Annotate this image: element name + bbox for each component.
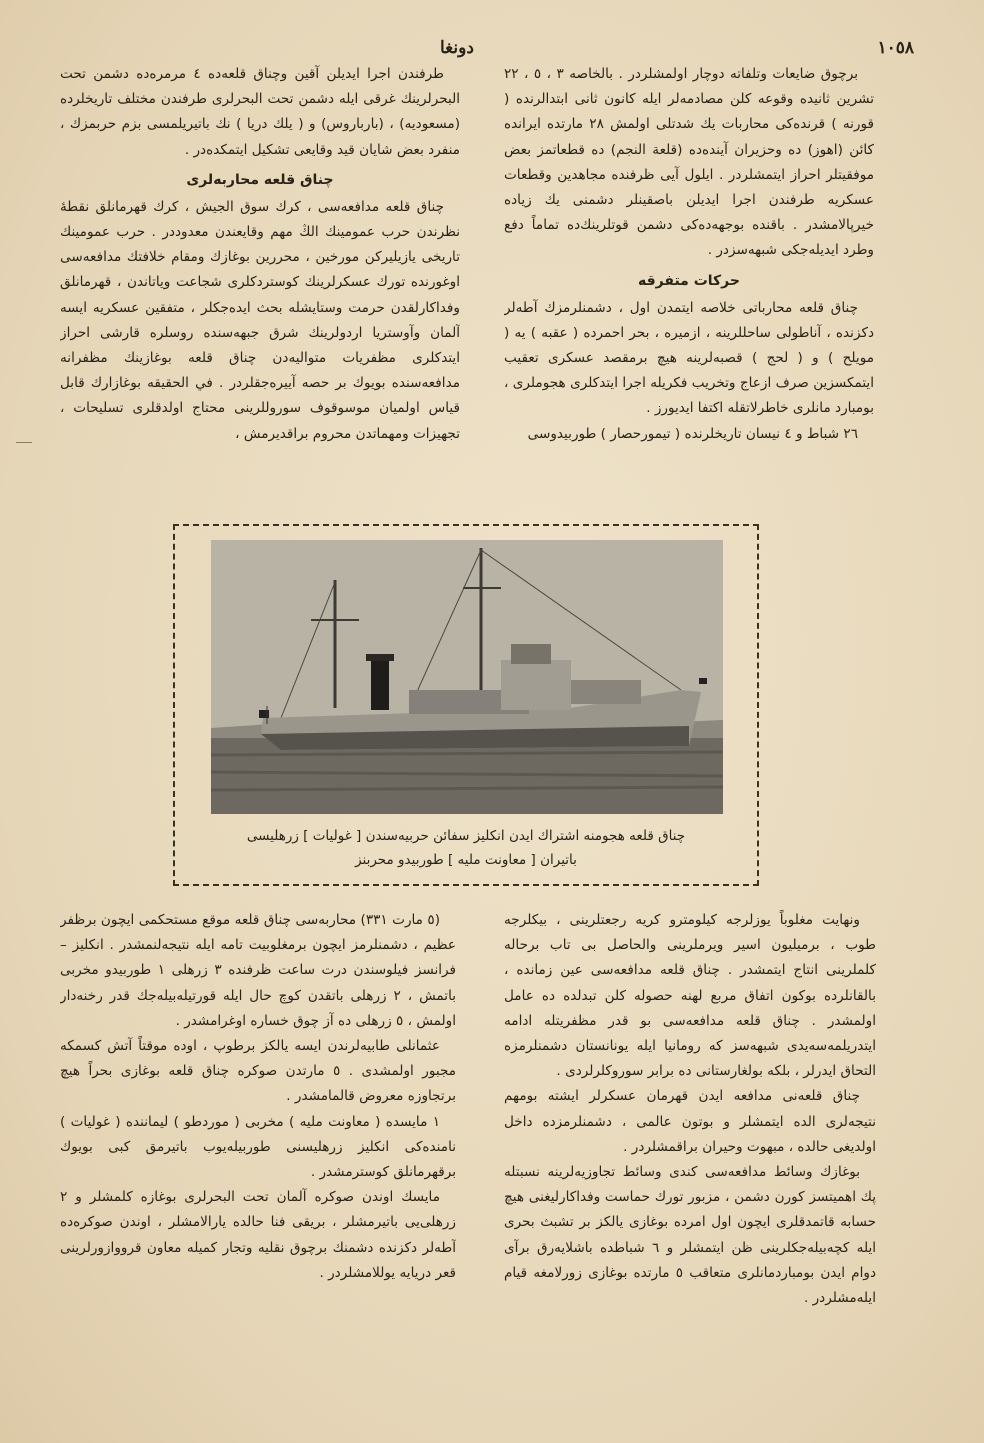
column-left-top [60, 62, 460, 502]
page-header [60, 38, 924, 62]
paragraph: برچوق ضایعات وتلفاته دوچار اولمشلردر . بالخاصه ۳ ، ٥ ، ٢٢ تشرین ثانیده وقوعه کلن مصادمه‌لر ایله کانون ثانی ابتدالرنده ( قورنه ) قرنده‌کی محاربات یك شدتلی اولمش ٢٨ مارتده ایرانده کائن (اهوز) ده وحزیران آینده‌ده (قلعة النجم) ده قطعاتمز بعض موفقیتلر احراز ایتمشلردر . ایلول آیی ظرفنده مجاهدین وقطعات عسکریه طرفندن اجرا ایدیلن باصقینلر دشمنی یك زیاده خیرپالامشدر . باقنده بوجهه‌ده‌کی دشمن قوتلرینك‌ده تماماً دفع وطرد ایدیله‌جکی شبهه‌سزدر . [504, 66, 874, 259]
paragraph: چناق قلعه‌نی مدافعه ایدن قهرمان عسکرلر ایشته بومهم نتیجه‌لری الده ایتمشلر و بوتون عالمی ، دشمنلرمزده داخل اولدیغی حالده ، مبهوت وحیران براقمشلردر . [504, 1088, 876, 1155]
page-number: ١٠٥٨ [877, 38, 914, 58]
warship-photo [211, 540, 723, 814]
warship-illustration [211, 540, 723, 814]
paragraph: (٥ مارت ٣٣١) محاربه‌سی چناق قلعه موقع مستحکمی ایچون برظفر عظیم ، دشمنلرمز ایچون برمغلوبیت تامه ایله نتیجه‌لنمشدر . انکلیز – فرانسز فیلوسندن درت ساعت ظرفنده ٣ زرهلی ١ طوربیدو مخربی باتمش ، ٢ زرهلی باتقدن کوچ حال ایله قورتیله‌بیله‌جك قدر رخنه‌دار اولمش ، ٥ زرهلی ده آز چوق خساره اوغرامشدر . [60, 912, 456, 1029]
figure-caption [195, 824, 737, 872]
paragraph: چناق قلعه محارباتی خلاصه ایتمدن اول ، دشمنلرمزك آطه‌لر دکزنده ، آناطولی ساحللرینه ، ازمیره ، بحر احمرده ( عقبه ) یه ( مویلح ) و ( لحج ) قصبه‌لرینه هیچ برمقصد عسکری تعقیب ایتمکسزین صرف ازعاج وتخریب فکریله اجرا ایتدکلری هجوملری ، بومبارد مانلری خاطرلاتقله اکتفا ایدیورز . [504, 299, 874, 417]
column-left-bottom [60, 908, 456, 1386]
paragraph: چناق قلعه مدافعه‌سی ، کرك سوق الجیش ، کرك قهرمانلق نقطهٔ نظرندن حرب عمومینك الڭ مهم وقایعندن معدوددر . حرب عمومینك تاریخی یازیلیرکن مورخین ، محررین بوغازك ومقام خلافتك مدافعه‌سی اوغورنده تورك عسکرلرینك کوستردکلری شجاعت ویاتاندن ، قهرمانلق وفداکارلقدن حرمت وستایشله بحث ایده‌جکلر ، متفقین عسکریه ایسه آلمان وآوستریا اردولرینك شرق جبهه‌سنده روسلره قارشی احراز ایتدکلری مظفریات متوالیه‌دن چناق قلعه بوغازینك مظفرانه مدافعه‌سنده بویوك بر حصه آییره‌جقلردر . في الحقیقه بوغازارك قابل قیاس اولمیان موسوقوف سوروللرینی محتاج اولدقلری تسلیحات ، تجهیزات ومهماتدن محروم براقدیرمش ، [60, 198, 460, 442]
figure-frame [173, 524, 759, 886]
paragraph: مایسك اوندن صوکره آلمان تحت البحرلری بوغازه کلمشلر و ٢ زرهلی‌یی باتیرمشلر ، بریقی فنا حالده یارالامشلر ، اوندن صوکره‌ده آطه‌لر دکزنده دشمنك برچوق نقلیه وتجار کمیله معاون قرووازورلرینی قعر دریایه یوللامشلردر . [60, 1189, 456, 1281]
caption-line: چناق قلعه هجومنه اشتراك ایدن انکلیز سفائن حربیه‌سندن [ غولیات ] زرهلیسی [246, 828, 686, 844]
margin-mark [16, 442, 32, 443]
paragraph: ١ مایسده ( معاونت ملیه ) مخربی ( موردطو ) لیماننده ( غولیات ) نامنده‌کی انکلیز زرهلیسنی طوربیله‌یوب باتیرمق کبی بویوك برقهرمانلق کوسترمشدر . [60, 1113, 456, 1181]
paragraph: ٢٦ شباط و ٤ نیسان تاریخلرنده ( تیمورحصار ) طوربیدوسی [527, 425, 858, 442]
column-right-bottom [504, 908, 876, 1386]
paragraph: بوغازك وسائط مدافعه‌سی کندی وسائط تجاوزیه‌لرینه نسبتله پك اهمیتسز کورن دشمن ، مزبور تورك حماست وفداکارلیغنی هیچ حسابه قاتمدقلری ایچون اول امرده بوغازی یالکز بر تشبث بحری ایله کچه‌بیله‌جکلرینی ظن ایتمشلر و ٦ شباطده باشلایه‌رق برآی دوام ایدن بومباردمانلری متعاقب ٥ مارتده بوغازی زورلامغه قیام ایله‌مشلردر . [504, 1164, 876, 1307]
paragraph: عثمانلی طابیه‌لرندن ایسه یالکز برطوپ ، اوده موقتاً آتش کسمکه مجبور اولمشدی . ٥ مارتدن صوکره چناق قلعه بوغازی بحراً هیچ برتجاوزه معروض قالمامشدر . [60, 1038, 456, 1105]
caption-line: باتیران [ معاونت ملیه ] طوربیدو محربنز [355, 852, 577, 868]
paragraph: ونهایت مغلوباً یوزلرجه کیلومترو کریه رجعتلرینی ، بیکلرجه طوب ، برمیلیون اسیر ویرملرینی والحاصل بی تاب برحاله کلملرینی انتاج ایتمشدر . چناق قلعه مدافعه‌سی عین زمانده ، بالقانلرده بوکون اتفاق مربع لهنه حصوله کلن تبدلده ده عامل اولمشدر . چناق قلعه مدافعه‌سی بو قدر مظفریتله ادامه ایتدریلمه‌سه‌یدی شبهه‌سز که رومانیا ایله یونانستان دشمنلرمزه التحاق ایدرلر ، بلکه بولغارستانی ده برابر سوروکلرلردی . [504, 912, 876, 1080]
column-right-top [504, 62, 874, 506]
section-heading-misc-operations: حرکات متفرقه [638, 272, 740, 289]
running-title: دونغا [440, 38, 474, 58]
section-heading-canakkale-battles: چناق قلعه محاربه‌لری [186, 171, 334, 188]
paragraph: طرفندن اجرا ایدیلن آقین وچناق قلعه‌ده ٤ مرمره‌ده دشمن تحت البحرلرینك غرقی ایله دشمن تحت البحرلری طرفندن مختلف تاریخلرده (مسعودیه) ، (بارباروس) و ( یلك دریا ) نك باتیریلمسی بزم حربمزك ، منفرد بعض شایان قید وقایعی تشکیل ایتمکده‌در . [60, 66, 460, 158]
